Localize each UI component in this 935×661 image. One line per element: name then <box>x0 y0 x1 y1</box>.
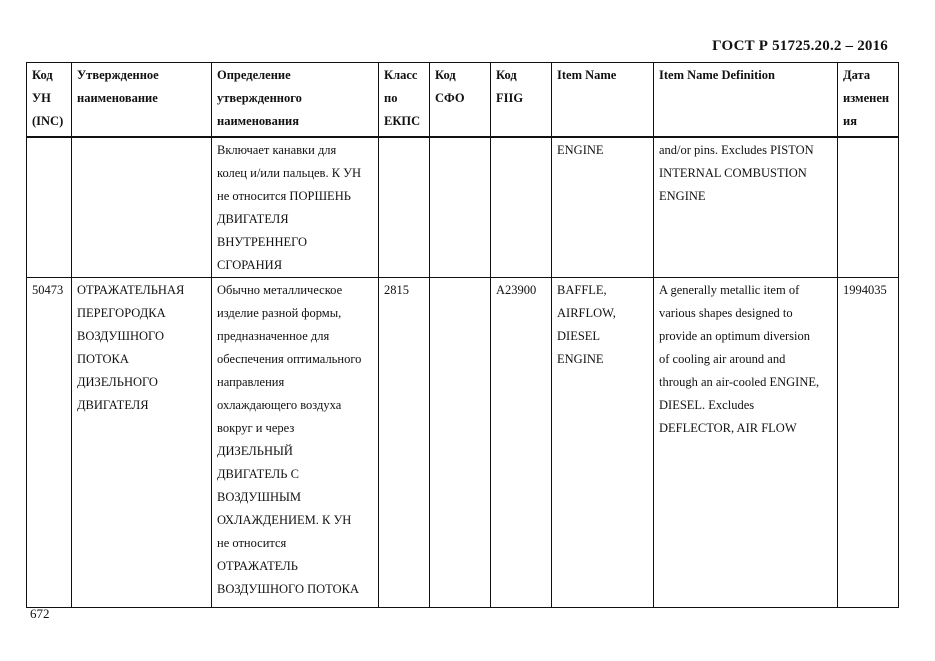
cell-text-line: ДВИГАТЕЛЯ <box>77 397 149 412</box>
cell-text-line: Обычно металлическое <box>217 282 343 297</box>
cell-inc <box>27 277 72 607</box>
cell-text-line: ЕКПС <box>384 114 421 128</box>
cell-text-line: Код <box>435 68 456 82</box>
cell-text-line: AIRFLOW, <box>557 305 616 320</box>
cell-text-line: не относится <box>217 535 287 550</box>
cell-item-name-definition <box>654 137 838 278</box>
cell-text-line: DIESEL <box>557 328 601 343</box>
cell-text-line: направления <box>217 374 285 389</box>
catalog-table <box>26 62 899 608</box>
cell-text-line: СГОРАНИЯ <box>217 257 283 272</box>
cell-text-line: ENGINE <box>557 351 604 366</box>
cell-text-line: ОХЛАЖДЕНИЕМ. К УН <box>217 512 352 527</box>
cell-text-line: ДВИГАТЕЛЯ <box>217 211 289 226</box>
table-row <box>27 277 899 607</box>
cell-text-line: СФО <box>435 91 465 105</box>
cell-text-line: 2815 <box>384 282 409 297</box>
cell-text-line: ДИЗЕЛЬНЫЙ <box>217 443 293 458</box>
cell-fiig-code <box>491 277 552 607</box>
cell-text-line: не относится ПОРШЕНЬ <box>217 188 351 203</box>
cell-change-date <box>838 277 899 607</box>
standard-designation: ГОСТ Р 51725.20.2 – 2016 <box>712 38 888 54</box>
cell-text-line: ВОЗДУШНОГО <box>77 328 164 343</box>
cell-ekps-class <box>379 277 430 607</box>
col-header-item-name-definition <box>654 63 838 137</box>
cell-text-line: of cooling air around and <box>659 351 786 366</box>
page-number: 672 <box>30 606 50 621</box>
cell-text-line: DEFLECTOR, AIR FLOW <box>659 420 797 435</box>
col-header-approved-name <box>72 63 212 137</box>
cell-text-line: Код <box>32 68 53 82</box>
cell-text-line: FIIG <box>496 91 524 105</box>
cell-item-name <box>552 137 654 278</box>
cell-text-line: and/or pins. Excludes PISTON <box>659 142 814 157</box>
cell-text-line: изменен <box>843 91 890 105</box>
cell-text-line: ДИЗЕЛЬНОГО <box>77 374 158 389</box>
cell-text-line: ВОЗДУШНЫМ <box>217 489 302 504</box>
cell-text-line: утвержденного <box>217 91 302 105</box>
col-header-inc <box>27 63 72 137</box>
cell-text-line: наименование <box>77 91 158 105</box>
cell-text-line: Item Name Definition <box>659 68 775 82</box>
col-header-definition <box>212 63 379 137</box>
cell-text-line: ПЕРЕГОРОДКА <box>77 305 166 320</box>
cell-text-line: наименования <box>217 114 300 128</box>
cell-text-line: A generally metallic item of <box>659 282 800 297</box>
cell-text-line: ВОЗДУШНОГО ПОТОКА <box>217 581 360 596</box>
cell-text-line: Дата <box>843 68 871 82</box>
col-header-item-name <box>552 63 654 137</box>
cell-text-line: ENGINE <box>557 142 604 157</box>
cell-text-line: вокруг и через <box>217 420 295 435</box>
col-header-ekps-class <box>379 63 430 137</box>
cell-sfo-code <box>430 277 491 607</box>
cell-approved-name <box>72 277 212 607</box>
cell-text-line: Утвержденное <box>77 68 159 82</box>
cell-approved-name <box>72 137 212 278</box>
cell-inc <box>27 137 72 278</box>
cell-fiig-code <box>491 137 552 278</box>
cell-sfo-code <box>430 137 491 278</box>
cell-text-line: ия <box>843 114 857 128</box>
cell-text-line: колец и/или пальцев. К УН <box>217 165 362 180</box>
cell-text-line: по <box>384 91 398 105</box>
cell-ekps-class <box>379 137 430 278</box>
cell-text-line: охлаждающего воздуха <box>217 397 342 412</box>
cell-text-line: Включает канавки для <box>217 142 337 157</box>
cell-text-line: ВНУТРЕННЕГО <box>217 234 308 249</box>
cell-definition <box>212 137 379 278</box>
cell-text-line: Item Name <box>557 68 617 82</box>
cell-text-line: ОТРАЖАТЕЛЬ <box>217 558 298 573</box>
col-header-change-date <box>838 63 899 137</box>
cell-text-line: BAFFLE, <box>557 282 607 297</box>
cell-definition <box>212 277 379 607</box>
cell-text-line: through an air-cooled ENGINE, <box>659 374 820 389</box>
cell-text-line: various shapes designed to <box>659 305 793 320</box>
cell-text-line: (INC) <box>32 114 64 128</box>
cell-text-line: ОТРАЖАТЕЛЬНАЯ <box>77 282 185 297</box>
cell-item-name-definition <box>654 277 838 607</box>
cell-text-line: обеспечения оптимального <box>217 351 362 366</box>
cell-text-line: Код <box>496 68 517 82</box>
table-row <box>27 137 899 278</box>
cell-text-line: 50473 <box>32 282 64 297</box>
cell-text-line: provide an optimum diversion <box>659 328 811 343</box>
col-header-sfo-code <box>430 63 491 137</box>
cell-text-line: ENGINE <box>659 188 706 203</box>
cell-text-line: изделие разной формы, <box>217 305 342 320</box>
cell-text-line: A23900 <box>496 282 537 297</box>
cell-change-date <box>838 137 899 278</box>
cell-text-line: Класс <box>384 68 418 82</box>
cell-text-line: Определение <box>217 68 291 82</box>
header-row <box>27 63 899 137</box>
cell-item-name <box>552 277 654 607</box>
cell-text-line: INTERNAL COMBUSTION <box>659 165 807 180</box>
cell-text-line: DIESEL. Excludes <box>659 397 755 412</box>
col-header-fiig-code <box>491 63 552 137</box>
cell-text-line: ПОТОКА <box>77 351 129 366</box>
cell-text-line: 1994035 <box>843 282 887 297</box>
cell-text-line: ДВИГАТЕЛЬ С <box>217 466 299 481</box>
cell-text-line: предназначенное для <box>217 328 330 343</box>
cell-text-line: УН <box>32 91 51 105</box>
